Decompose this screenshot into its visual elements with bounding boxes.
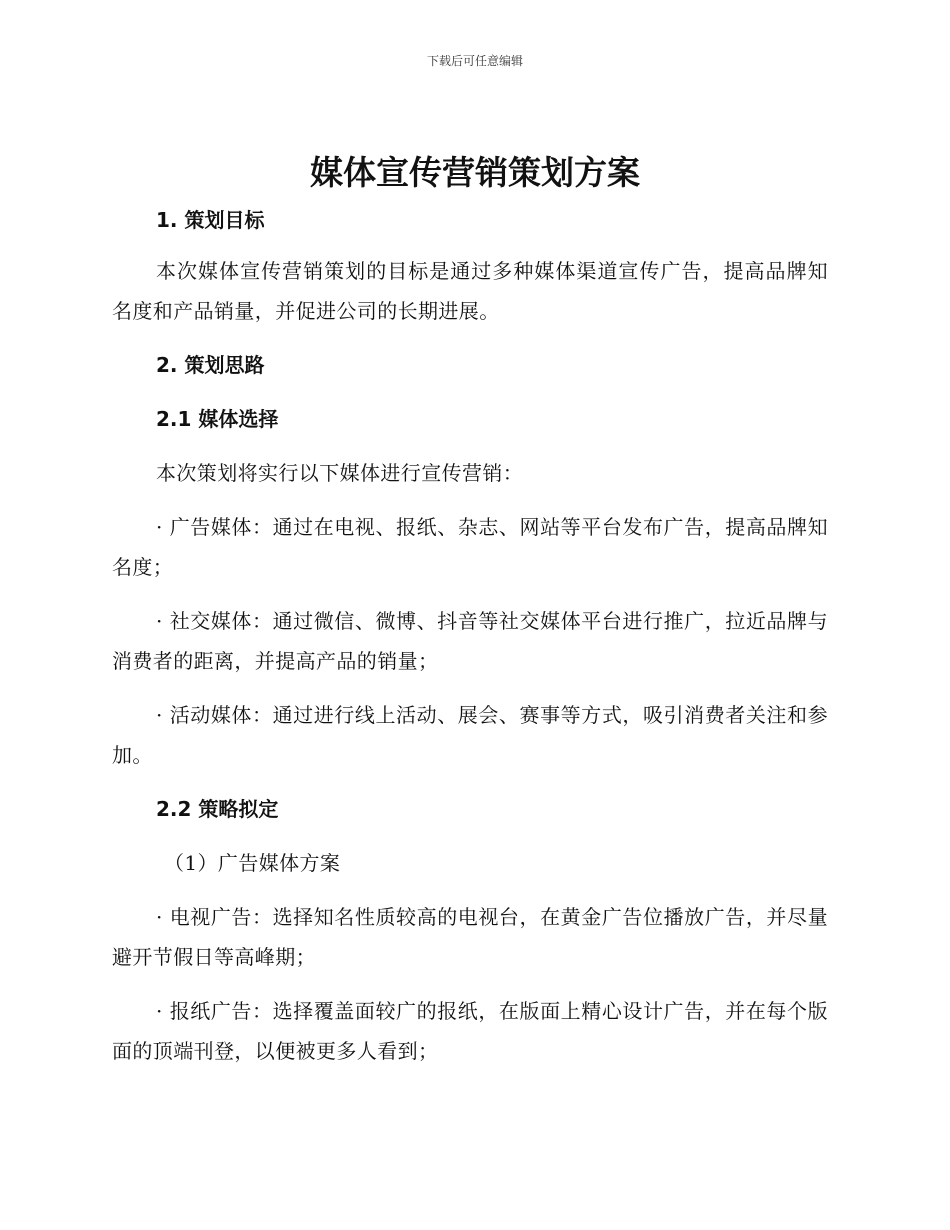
section-heading-2-1: 2.1 媒体选择 — [156, 407, 279, 431]
paragraph-media-intro: 本次策划将实行以下媒体进行宣传营销： — [156, 461, 524, 485]
list-item-ad-media: · 广告媒体：通过在电视、报纸、杂志、网站等平台发布广告，提高品牌知名度； — [112, 515, 828, 579]
list-item-newspaper-ad: · 报纸广告：选择覆盖面较广的报纸，在版面上精心设计广告，并在每个版面的顶端刊登，以便被更多人看到； — [112, 999, 828, 1063]
list-item-social-media: · 社交媒体：通过微信、微博、抖音等社交媒体平台进行推广，拉近品牌与消费者的距离，并提高产品的销量； — [112, 609, 828, 673]
list-item-tv-ad: · 电视广告：选择知名性质较高的电视台，在黄金广告位播放广告，并尽量避开节假日等高峰期； — [112, 905, 828, 969]
section-heading-2-2: 2.2 策略拟定 — [156, 797, 279, 821]
header-note: 下载后可任意编辑 — [426, 54, 523, 68]
document-body — [112, 200, 828, 1071]
list-item-event-media: · 活动媒体：通过进行线上活动、展会、赛事等方式，吸引消费者关注和参加。 — [112, 703, 828, 767]
subheading-ad-plan: （1）广告媒体方案 — [164, 851, 341, 875]
section-heading-2: 2. 策划思路 — [156, 353, 265, 377]
section-heading-1: 1. 策划目标 — [156, 208, 265, 232]
paragraph-goal: 本次媒体宣传营销策划的目标是通过多种媒体渠道宣传广告，提高品牌知名度和产品销量，并促进公司的长期进展。 — [112, 259, 828, 323]
document-title: 媒体宣传营销策划方案 — [310, 153, 640, 192]
